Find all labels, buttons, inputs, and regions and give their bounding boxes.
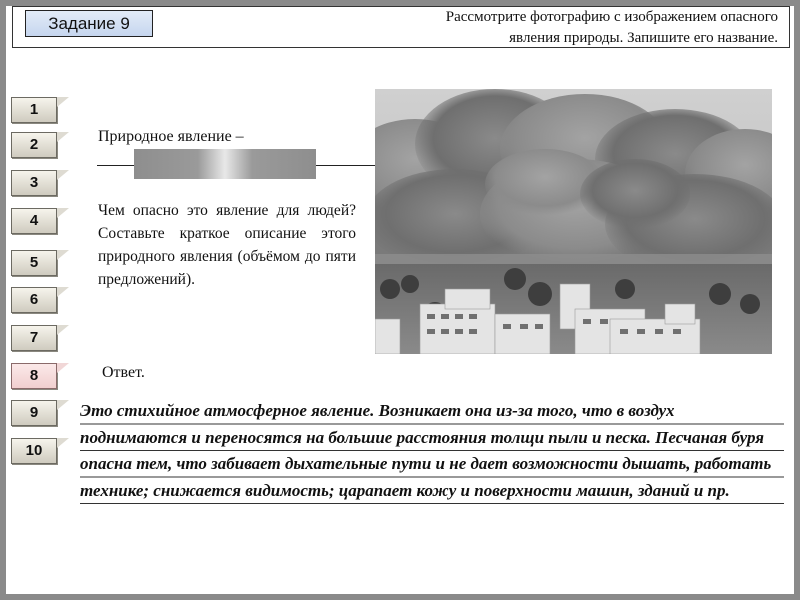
nav-tab-shape	[57, 438, 69, 448]
nav-item-9[interactable]	[11, 400, 59, 426]
task-instruction	[300, 7, 778, 49]
nav-button-10[interactable]: 10	[11, 438, 57, 464]
question-label: Природное явление –	[98, 128, 244, 145]
sandstorm-photo-svg	[375, 89, 772, 354]
solution-text: Это стихийное атмосферное явление. Возникает она из-за того, что в воздух поднимаются и переносятся на большие расстояния толщи пыли и песка. Песчаная буря опасна тем, что забивает дыхательные пути и не дает возможности дышать, работать технике; снижается видимость; царапает кожу и поверхности машин, зданий и пр.	[80, 398, 784, 504]
task-instruction-line-2: явления природы. Запишите его название.	[509, 30, 778, 46]
nav-button-2[interactable]: 2	[11, 132, 57, 158]
sandstorm-photo	[375, 89, 772, 354]
nav-item-2[interactable]	[11, 132, 59, 158]
nav-item-1[interactable]	[11, 97, 59, 123]
nav-tab-shape	[57, 363, 69, 373]
task-badge: Задание 9	[25, 10, 153, 37]
nav-item-5[interactable]	[11, 250, 59, 276]
nav-button-9[interactable]: 9	[11, 400, 57, 426]
nav-button-7[interactable]: 7	[11, 325, 57, 351]
task-instruction-line-1: Рассмотрите фотографию с изображением опасного	[445, 9, 778, 25]
nav-button-3[interactable]: 3	[11, 170, 57, 196]
nav-button-6[interactable]: 6	[11, 287, 57, 313]
nav-tab-shape	[57, 170, 69, 180]
nav-tab-shape	[57, 400, 69, 410]
nav-tab-shape	[57, 325, 69, 335]
question-description: Чем опасно это явление для людей? Составьте краткое описание этого природного явления (объёмом до пяти предложений).	[98, 202, 356, 288]
nav-tab-shape	[57, 132, 69, 142]
nav-button-8[interactable]: 8	[11, 363, 57, 389]
nav-item-6[interactable]	[11, 287, 59, 313]
nav-tab-shape	[57, 287, 69, 297]
nav-item-7[interactable]	[11, 325, 59, 351]
nav-item-8[interactable]	[11, 363, 59, 389]
nav-item-10[interactable]	[11, 438, 59, 464]
nav-item-3[interactable]	[11, 170, 59, 196]
nav-item-4[interactable]	[11, 208, 59, 234]
nav-tab-shape	[57, 208, 69, 218]
nav-button-5[interactable]: 5	[11, 250, 57, 276]
nav-button-1[interactable]: 1	[11, 97, 57, 123]
nav-tab-shape	[57, 97, 69, 107]
nav-tab-shape	[57, 250, 69, 260]
answer-label: Ответ.	[102, 364, 145, 381]
nav-button-4[interactable]: 4	[11, 208, 57, 234]
answer-blank-field[interactable]	[134, 149, 316, 179]
